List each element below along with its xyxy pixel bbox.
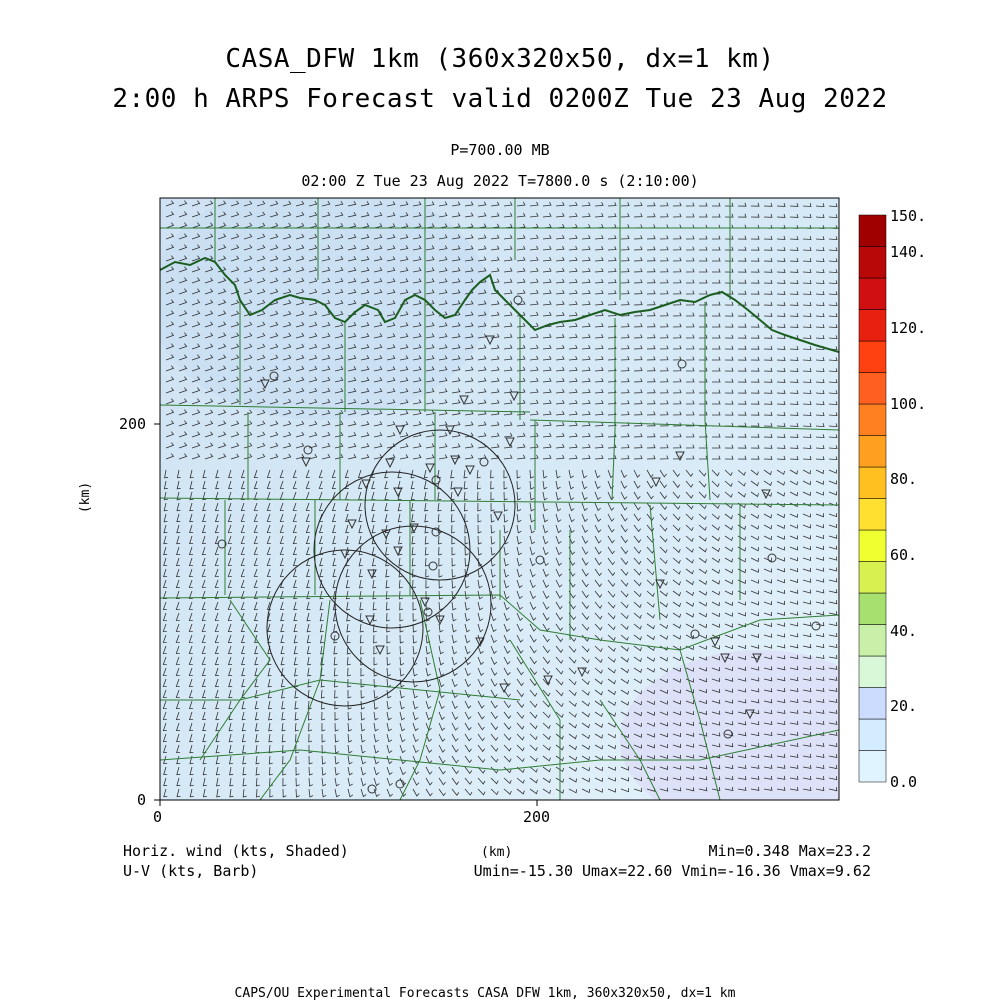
y-axis-unit: (km) <box>78 481 94 514</box>
x-tick-label-0: 0 <box>153 808 163 826</box>
colorbar-label: 150. <box>890 207 927 225</box>
colorbar-swatch <box>859 688 886 720</box>
colorbar-swatch <box>859 341 886 373</box>
colorbar-label: 20. <box>890 697 918 715</box>
colorbar-label: 80. <box>890 470 918 488</box>
barb-field-label: U-V (kts, Barb) <box>123 862 259 880</box>
colorbar-swatch <box>859 719 886 751</box>
wind-speed-patch <box>150 180 490 420</box>
y-tick-label-0: 0 <box>137 791 147 809</box>
valid-time-label: 02:00 Z Tue 23 Aug 2022 T=7800.0 s (2:10:00) <box>301 172 699 190</box>
colorbar-swatch <box>859 247 886 279</box>
colorbar-label: 100. <box>890 395 927 413</box>
colorbar-swatch <box>859 593 886 625</box>
colorbar-swatch <box>859 562 886 594</box>
uv-stats-label: Umin=-15.30 Umax=22.60 Vmin=-16.36 Vmax=9.62 <box>473 862 871 880</box>
colorbar-swatch <box>859 656 886 688</box>
pressure-level-label: P=700.00 MB <box>450 141 550 159</box>
shaded-field-label: Horiz. wind (kts, Shaded) <box>123 842 349 860</box>
colorbar-swatch <box>859 278 886 310</box>
colorbar-swatch <box>859 373 886 405</box>
colorbar-label: 140. <box>890 243 927 261</box>
x-tick-label-200: 200 <box>523 808 551 826</box>
colorbar-swatch <box>859 436 886 468</box>
colorbar-swatch <box>859 751 886 783</box>
colorbar-swatch <box>859 499 886 531</box>
x-axis-unit: (km) <box>481 845 513 860</box>
colorbar-label: 40. <box>890 622 918 640</box>
colorbar-swatch <box>859 467 886 499</box>
wind-speed-patch <box>620 650 900 830</box>
colorbar-swatch <box>859 404 886 436</box>
min-max-label: Min=0.348 Max=23.2 <box>708 842 871 860</box>
colorbar-swatch <box>859 310 886 342</box>
colorbar-swatch <box>859 530 886 562</box>
colorbar-label: 60. <box>890 546 918 564</box>
colorbar-label: 120. <box>890 319 927 337</box>
colorbar-label: 0.0 <box>890 773 918 791</box>
title-line-1: CASA_DFW 1km (360x320x50, dx=1 km) <box>225 44 775 74</box>
colorbar-swatch <box>859 625 886 657</box>
y-tick-label-200: 200 <box>119 415 147 433</box>
title-line-2: 2:00 h ARPS Forecast valid 0200Z Tue 23 Aug 2022 <box>112 84 888 114</box>
footer-credit: CAPS/OU Experimental Forecasts CASA DFW 1km, 360x320x50, dx=1 km <box>234 986 736 1001</box>
colorbar-swatch <box>859 215 886 247</box>
colorbar <box>859 215 886 782</box>
